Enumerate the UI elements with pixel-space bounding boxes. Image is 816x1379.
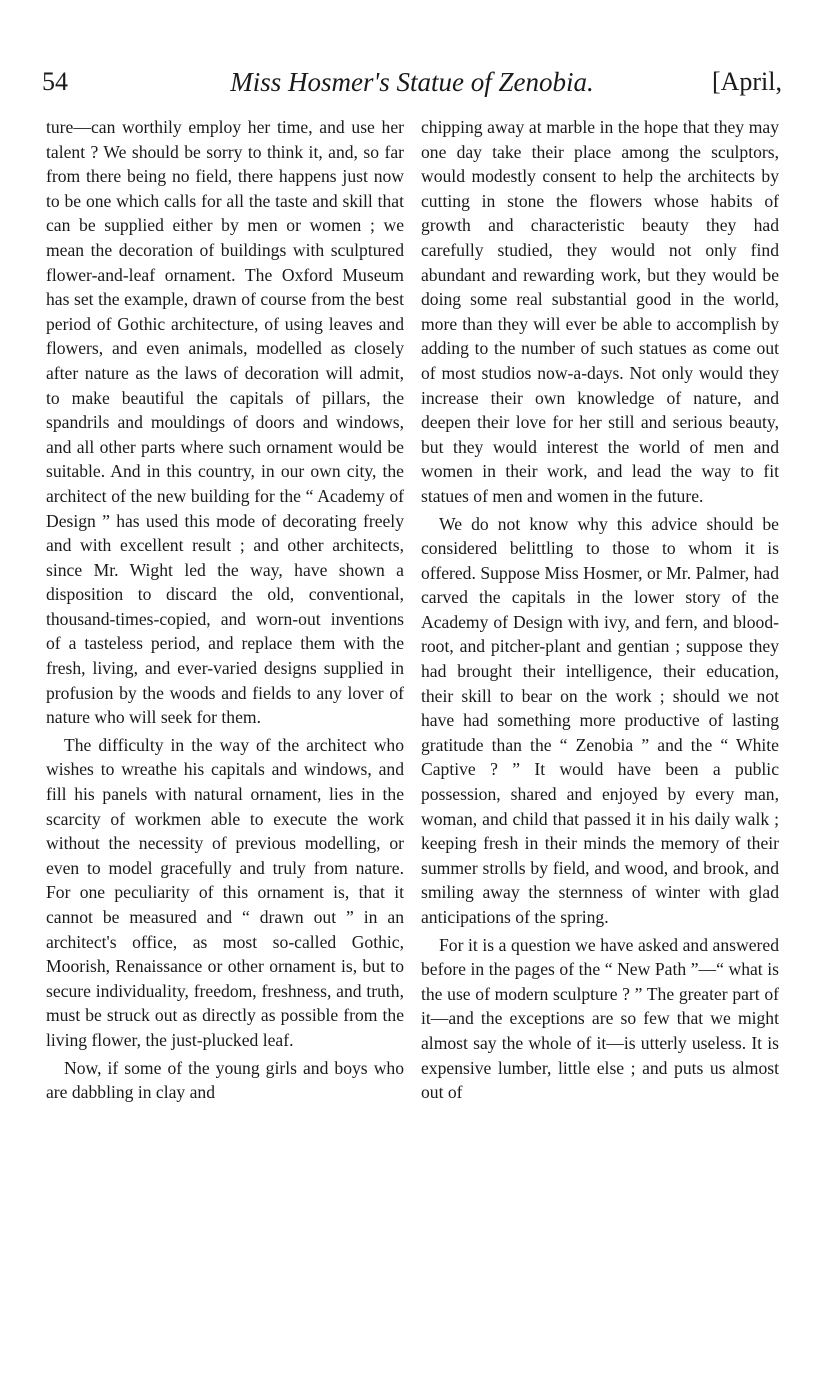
running-head	[42, 62, 782, 102]
paragraph: Now, if some of the young girls and boys who are dabbling in clay and	[46, 1057, 404, 1103]
paragraph: We do not know why this advice should be considered belittling to those to whom it is offered. Suppose Miss Hosmer, or Mr. Palmer, had carved the capitals in the lower story of the Academy of Design with ivy, and fern, and blood-root, and pitcher-plant and gentian ; suppose they had brought their intelligence, their education, their skill to bear on the work ; should we not have had something more productive of lasting gratitude than the “ Zenobia ” and the “ White Captive ? ” It would have been a public possession, shared and enjoyed by every man, woman, and child that passed it in his daily walk ; keeping fresh in their minds the memory of their summer strolls by field, and wood, and brook, and smiling away the sternness of winter with glad anticipations of the spring.	[421, 513, 779, 927]
page-number: 54	[42, 67, 68, 96]
paragraph: For it is a question we have asked and answered before in the pages of the “ New Path ”—“ what is the use of modern sculpture ? ” The greater part of it—and the exceptions are so few that we might almost say the whole of it—is utterly useless. It is expensive lumber, little else ; and puts us almost out of	[421, 934, 779, 1103]
paragraph: The difficulty in the way of the architect who wishes to wreathe his capitals and windows, and fill his panels with natural ornament, lies in the scarcity of workmen able to execute the work without the necessity of previous modelling, or even to model gracefully and truly from nature. For one peculiarity of this ornament is, that it cannot be measured and “ drawn out ” in an architect's office, as most so-called Gothic, Moorish, Renaissance or other ornament is, but to secure individuality, freedom, freshness, and truth, must be struck out as directly as possible from the living flower, the just-plucked leaf.	[46, 734, 404, 1050]
running-title: Miss Hosmer's Statue of Zenobia.	[230, 67, 594, 97]
running-month: [April,	[711, 67, 782, 96]
left-column	[46, 115, 404, 1108]
paragraph: ture—can worthily employ her time, and use her talent ? We should be sorry to think it, and, so far from there being no field, there happens just now to be one which calls for all the taste and skill that can be supplied either by men or women ; we mean the decoration of buildings with sculptured flower-and-leaf ornament. The Oxford Museum has set the example, drawn of course from the best period of Gothic architecture, of using leaves and flowers, and even animals, modelled as closely after nature as the laws of decoration will admit, to make beautiful the capitals of pillars, the spandrils and mouldings of doors and windows, and all other parts where such ornament would be suitable. And in this country, in our own city, the architect of the new building for the “ Academy of Design ” has used this mode of decorating freely and with excellent result ; and other architects, since Mr. Wight led the way, have shown a disposition to discard the old, conventional, thousand-times-copied, and worn-out inventions of a tasteless period, and replace them with the fresh, living, and ever-varied designs supplied in profusion by the woods and fields to any lover of nature who will seek for them.	[46, 117, 404, 728]
paragraph: chipping away at marble in the hope that they may one day take their place among the sculptors, would modestly consent to help the architects by cutting in stone the flowers whose habits of growth and characteristic beauty they had carefully studied, they would not only find abundant and rewarding work, but they would be doing some real substantial good in the world, more than they will ever be able to accomplish by adding to the number of such statues as come out of most studios now-a-days. Not only would they increase their own knowledge of nature, and deepen their love for her still and serious beauty, but they would interest the world of men and women in their work, and lead the way to fit statues of men and women in the future.	[421, 117, 779, 506]
right-column	[421, 115, 779, 1108]
